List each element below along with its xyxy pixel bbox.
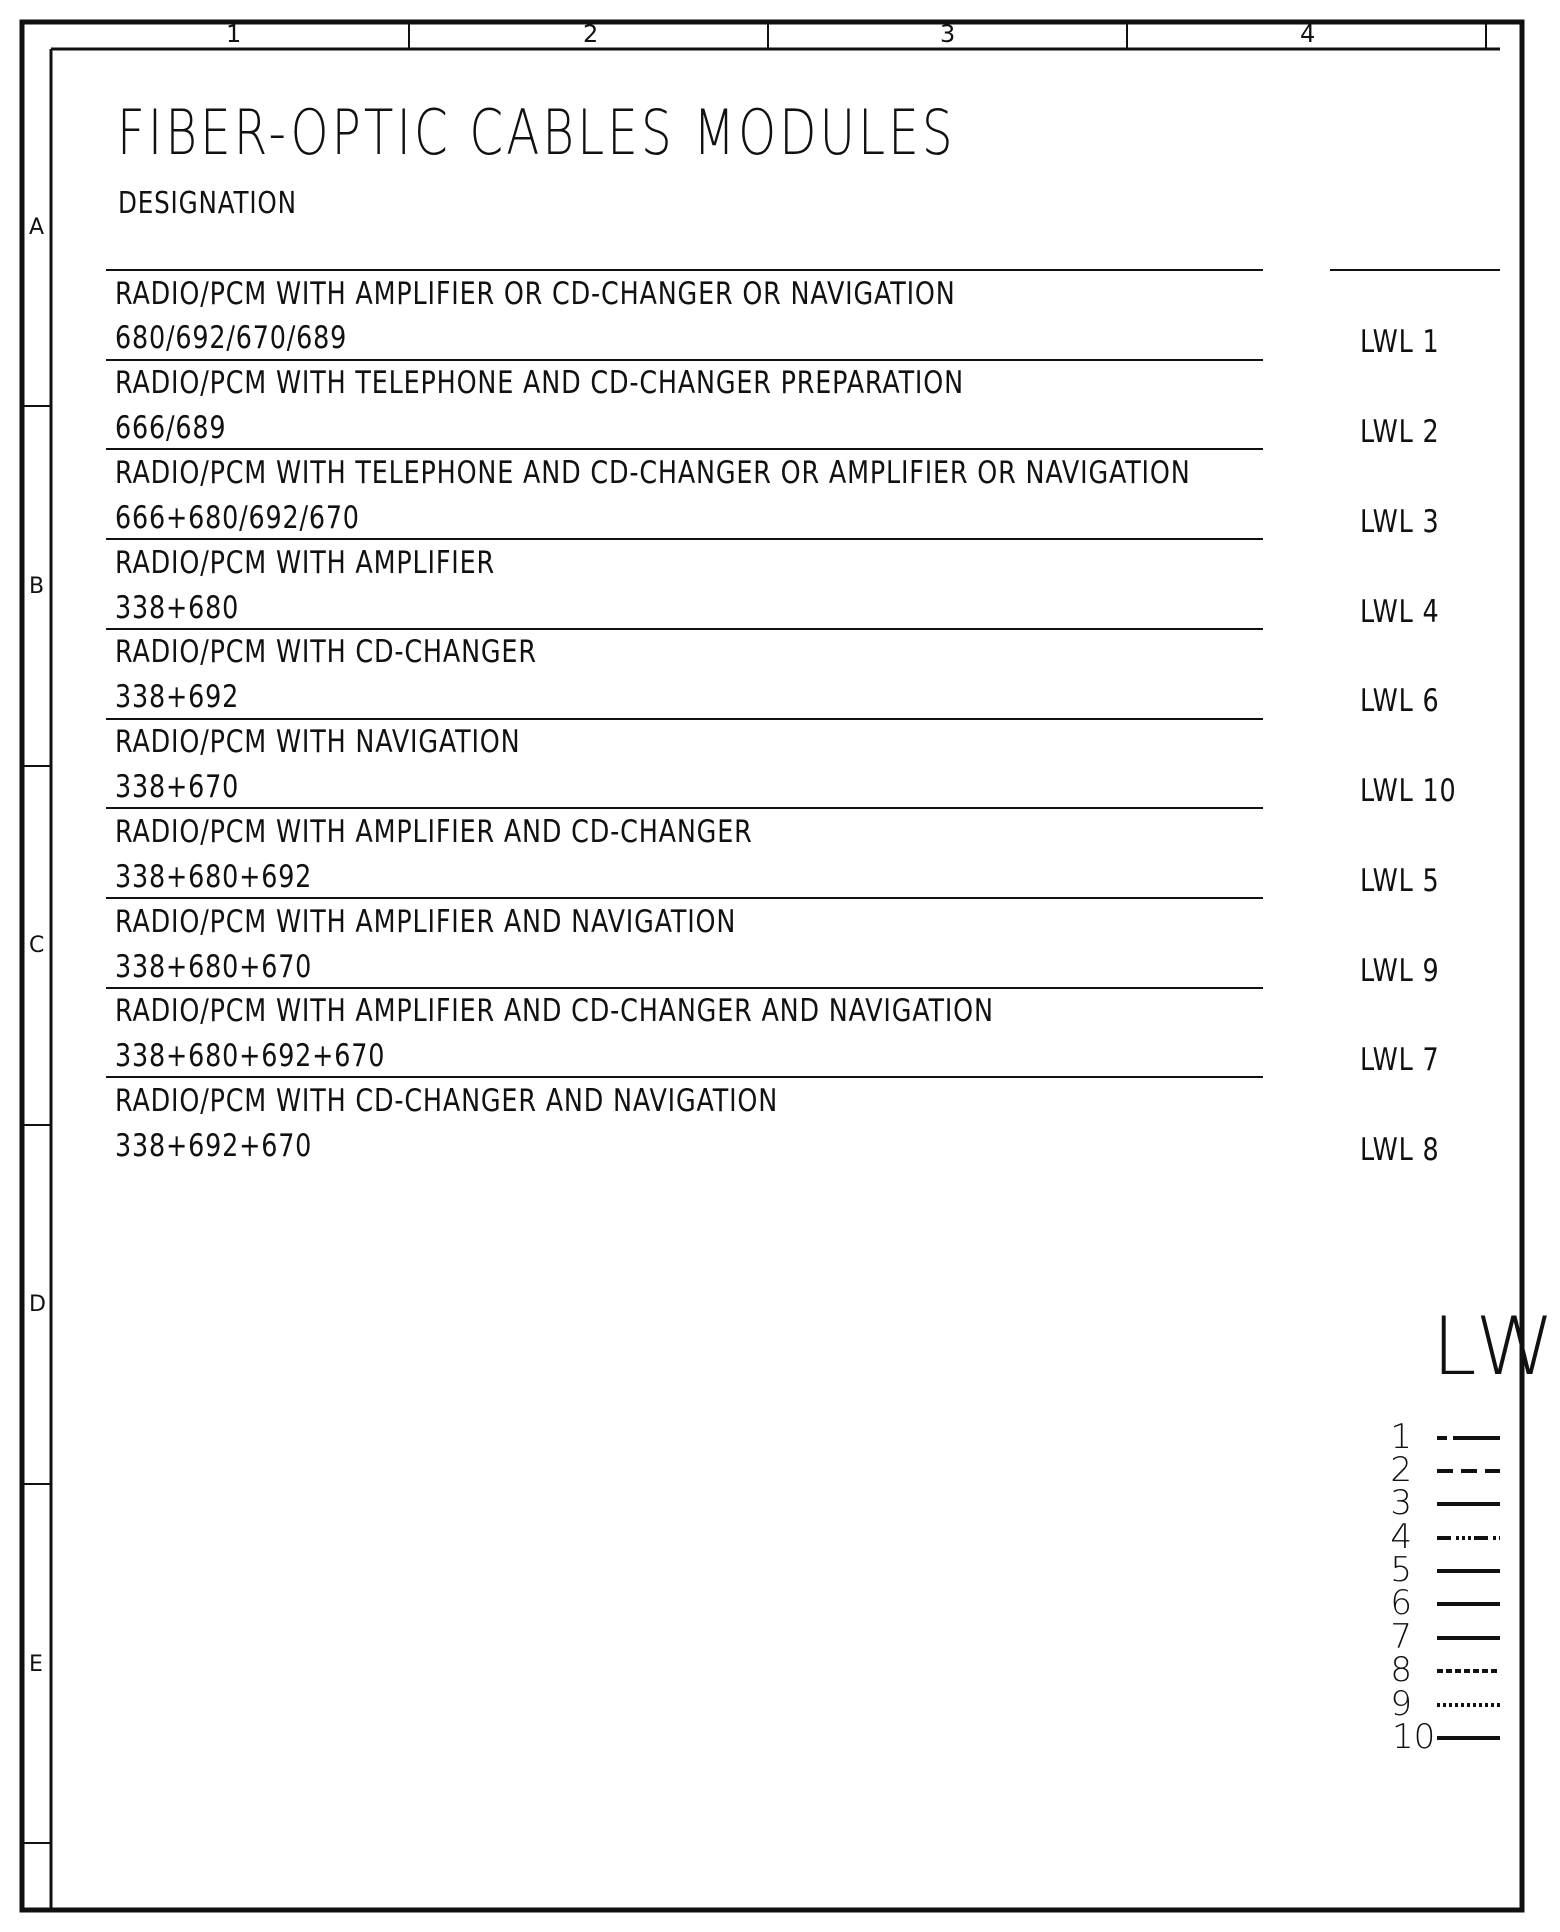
row-label-c: C — [29, 933, 45, 958]
row-code: 338+692+670 — [115, 1128, 313, 1164]
row-lwl: LWL 2 — [1360, 414, 1440, 450]
row-description: RADIO/PCM WITH AMPLIFIER AND CD-CHANGER AND NAVIGATION — [115, 993, 994, 1029]
row-description: RADIO/PCM WITH TELEPHONE AND CD-CHANGER PREPARATION — [115, 365, 964, 401]
row-label-a: A — [29, 215, 45, 240]
legend-number-1: 1 — [1390, 1417, 1412, 1457]
row-description: RADIO/PCM WITH AMPLIFIER OR CD-CHANGER OR NAVIGATION — [115, 276, 956, 312]
column-label-1: 1 — [226, 20, 242, 48]
row-code: 338+692 — [115, 679, 240, 715]
row-code: 666/689 — [115, 410, 227, 446]
legend-number-5: 5 — [1390, 1550, 1412, 1590]
row-code: 666+680/692/670 — [115, 500, 360, 536]
row-lwl: LWL 10 — [1360, 773, 1457, 809]
row-lwl: LWL 3 — [1360, 504, 1440, 540]
legend-number-6: 6 — [1390, 1583, 1412, 1623]
column-label-3: 3 — [940, 20, 956, 48]
row-label-e: E — [29, 1652, 43, 1677]
row-code: 338+670 — [115, 769, 240, 805]
row-code: 338+680+692 — [115, 859, 313, 895]
row-description: RADIO/PCM WITH CD-CHANGER — [115, 634, 537, 670]
row-code: 338+680 — [115, 590, 240, 626]
row-lwl: LWL 9 — [1360, 953, 1440, 989]
row-description: RADIO/PCM WITH AMPLIFIER AND NAVIGATION — [115, 904, 737, 940]
row-label-b: B — [29, 574, 45, 599]
row-lwl: LWL 8 — [1360, 1132, 1440, 1168]
row-description: RADIO/PCM WITH TELEPHONE AND CD-CHANGER OR AMPLIFIER OR NAVIGATION — [115, 455, 1191, 491]
row-lwl: LWL 6 — [1360, 683, 1440, 719]
row-lwl: LWL 1 — [1360, 324, 1440, 360]
legend-number-3: 3 — [1390, 1483, 1412, 1523]
row-code: 680/692/670/689 — [115, 320, 348, 356]
column-label-4: 4 — [1300, 20, 1316, 48]
column-label-2: 2 — [583, 20, 599, 48]
legend-lines — [1437, 1438, 1500, 1738]
row-lwl: LWL 7 — [1360, 1042, 1440, 1078]
row-description: RADIO/PCM WITH NAVIGATION — [115, 724, 521, 760]
row-description: RADIO/PCM WITH CD-CHANGER AND NAVIGATION — [115, 1083, 779, 1119]
legend-number-4: 4 — [1390, 1517, 1412, 1557]
page-title: FIBER-OPTIC CABLES MODULES — [117, 96, 956, 169]
designation-label: DESIGNATION — [118, 186, 297, 221]
legend-number-10: 10 — [1392, 1717, 1436, 1757]
row-description: RADIO/PCM WITH AMPLIFIER AND CD-CHANGER — [115, 814, 753, 850]
row-code: 338+680+692+670 — [115, 1038, 386, 1074]
legend-number-8: 8 — [1390, 1650, 1412, 1690]
legend-title: LW — [1432, 1300, 1560, 1393]
row-description: RADIO/PCM WITH AMPLIFIER — [115, 545, 495, 581]
row-lwl: LWL 4 — [1360, 594, 1440, 630]
row-label-d: D — [29, 1292, 46, 1317]
row-lwl: LWL 5 — [1360, 863, 1440, 899]
legend-number-7: 7 — [1390, 1617, 1412, 1657]
row-code: 338+680+670 — [115, 949, 313, 985]
legend-number-9: 9 — [1390, 1684, 1412, 1724]
legend-number-2: 2 — [1390, 1450, 1412, 1490]
